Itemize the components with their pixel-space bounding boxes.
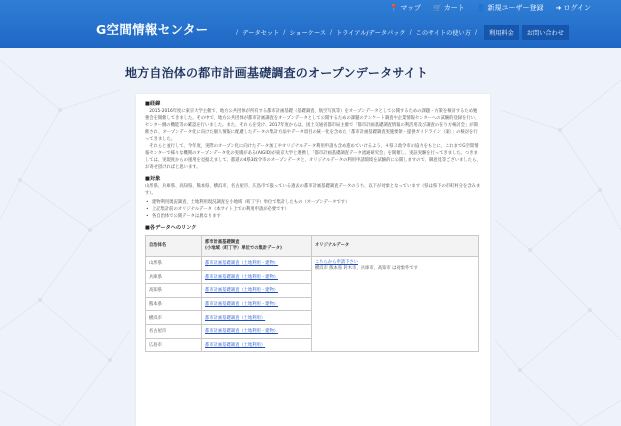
original-note: 横浜市 熊本県 鈴木市、兵庫市、高知市 は対象外です [315, 266, 418, 271]
table-header-row [146, 236, 479, 257]
city-cell: 高知県 [146, 284, 202, 298]
section-heading-links: ■各データへのリンク [145, 225, 197, 231]
register-link-label: 新規ユーザー登録 [487, 4, 544, 12]
map-link[interactable] [390, 3, 421, 13]
survey-link[interactable]: 都市計画基礎調査（土地利用・建物） [205, 288, 279, 294]
data-links-table [145, 235, 479, 352]
overview-text: 2015-2016年度に東京大学主催で、地方公共団体が所有する都市計画基礎（基礎調査、航空写真等）をオープンデータとして公開するための課題・方策を検討するため勉強会を開催してきました。その中で、地方公共団体が都市計画調査をオープンデータとして公開するための課題のアンケート調査や企業情報センターへの試験的登録を行い、センター側の機能等の確認を行いました。また、それらを受け、2017年度からは、国土交通省都市局主催で「都市計画基礎調査情報の利活用及び調査の在り方検討会」が開催され、オープンデータ化に向けた個人情報に配慮したデータの集計方法やデータ項目の統一化を含めた「都市計画基礎調査実施要領・提供ガイドライン（案）」の検討を行ってきました。 それらと並行して、今年度、実際のオープン化に向けたデータ加工やオリジナルデータ利用申請も含め進めていけるよう、４県３政令市の協力をもとに、これまでG空間情報センターで様々な機関のオープンデータ化の実績がある(AIGID)が東京大学と連携し「都市計画基礎調査データ流通研究会」を開催し、実証実験を行ってきました。つきましては、実現度からの運用を見据えまして、都道の4県3政令市のオープンデータと、オリジナルデータの利用申請環境を試験的に公開しますので、御意見等ございましたら、お寄せ頂ければと思います。 [145, 109, 481, 170]
survey-cell [202, 324, 312, 338]
header-survey: 都市計画基礎調査 (小地域（町丁字）単位での集計データ) [202, 236, 312, 257]
survey-cell [202, 257, 312, 271]
survey-cell [202, 338, 312, 352]
pricing-button[interactable]: 利用料金 [484, 25, 519, 40]
cart-link[interactable] [433, 3, 465, 13]
city-cell: 広島市 [146, 338, 202, 352]
cart-icon: 🛒 [433, 4, 442, 12]
survey-cell [202, 284, 312, 298]
register-link[interactable] [477, 3, 544, 13]
survey-link[interactable]: 都市計画基礎調査（土地利用・建物） [205, 261, 279, 267]
survey-link[interactable]: 都市計画基礎調査（土地利用） [205, 342, 266, 348]
survey-link[interactable]: 都市計画基礎調査（土地利用） [205, 315, 266, 321]
list-item: • 上記集計前のオリジナルデータ（本サイト上での利用申請が必要です） [145, 206, 481, 213]
map-link-label: マップ [400, 4, 422, 12]
survey-cell [202, 311, 312, 325]
list-item: • 各自治体で公開データは異なります [145, 213, 481, 220]
nav-separator: / [283, 29, 286, 36]
map-pin-icon: 📍 [389, 4, 399, 12]
nav-separator: / [330, 29, 333, 36]
nav-item-dataset[interactable]: データセット [242, 30, 280, 37]
nav-item-howto[interactable]: このサイトの使い方 [415, 30, 471, 37]
header-city: 自治体名 [146, 236, 202, 257]
header-original: オリジナルデータ [312, 236, 479, 257]
top-utility-bar [390, 3, 591, 13]
login-arrow-icon: ➜ [555, 4, 562, 12]
survey-link[interactable]: 都市計画基礎調査（土地利用・建物） [205, 274, 279, 280]
section-heading-overview: ■経緯 [145, 101, 161, 107]
city-cell: 名古屋市 [146, 324, 202, 338]
city-cell: 横浜市 [146, 311, 202, 325]
survey-cell [202, 270, 312, 284]
site-header [0, 0, 621, 48]
cart-link-label: カート [443, 4, 465, 12]
city-cell: 兵庫県 [146, 270, 202, 284]
list-item: • 建物利用現況調査、土地利用現況調査を小地域（町丁字）単位で集計したもの（オープンデータです） [145, 199, 481, 206]
login-link[interactable] [555, 3, 591, 13]
nav-item-showcase[interactable]: ショーケース [289, 30, 327, 37]
nav-separator: / [409, 29, 412, 36]
survey-cell [202, 297, 312, 311]
target-list [145, 199, 481, 220]
section-heading-target: ■対象 [145, 176, 161, 182]
nav-separator: / [236, 29, 239, 36]
survey-link[interactable]: 都市計画基礎調査（土地利用・建物） [205, 329, 279, 335]
main-nav [232, 25, 569, 40]
nav-separator: / [474, 29, 478, 36]
login-link-label: ログイン [563, 4, 591, 12]
survey-link[interactable]: 都市計画基礎調査（土地利用・建物） [205, 302, 279, 308]
page-title: 地方自治体の都市計画基礎調査のオープンデータサイト [125, 66, 429, 80]
original-cell [312, 257, 479, 352]
site-logo[interactable]: G空間情報センター [96, 22, 209, 37]
user-icon: 👤 [476, 4, 486, 12]
target-text: 山形県、兵庫県、高知県、熊本県、横浜市、名古屋市、広島市で扱っている過去の都市計画基礎調査データのうち、以下が対象となっています（県は県下の市町村分を含みます）。 [145, 184, 481, 196]
nav-item-trial[interactable]: トライアル/データパック [336, 30, 406, 37]
table-row [146, 257, 479, 271]
apply-link[interactable]: こちらから申請下さい [315, 260, 358, 265]
contact-button[interactable]: お問い合わせ [522, 25, 569, 40]
city-cell: 山形県 [146, 257, 202, 271]
content-card [136, 94, 490, 426]
city-cell: 熊本県 [146, 297, 202, 311]
